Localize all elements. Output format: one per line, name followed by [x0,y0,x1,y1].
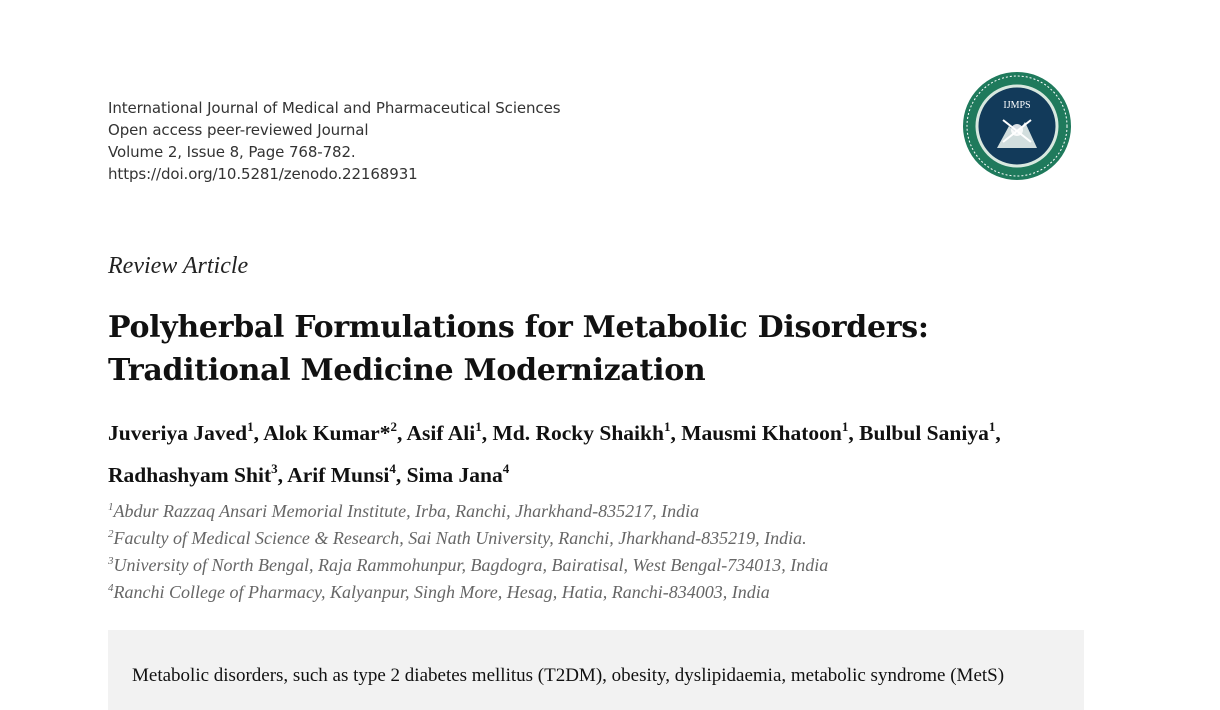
journal-volume: Volume 2, Issue 8, Page 768-782. [108,143,356,161]
journal-info [108,97,560,185]
author-list: Juveriya Javed$^1$, Alok Kumar*$^2$, Asif Ali$^1$, Md. Rocky Shaikh$^1$, Mausmi Khatoon$^1$, Bulbul Saniya$^1$, Radhashyam Shit$^3$, Arif Munsi$^4$, Sima Jana$^4$ [108,419,1001,487]
author[interactable]: Arif Munsi$^4$ [287,461,396,487]
author[interactable]: Alok Kumar*$^2$ [263,419,397,445]
journal-name: International Journal of Medical and Pharmaceutical Sciences [108,99,561,117]
author[interactable]: Juveriya Javed$^1$ [108,419,254,445]
abstract-box [108,630,1084,710]
journal-access: Open access peer-reviewed Journal [108,121,369,139]
author[interactable]: Asif Ali$^1$ [406,419,482,445]
author[interactable]: Radhashyam Shit$^3$ [108,461,278,487]
affiliation: $^1$Abdur Razzaq Ansari Memorial Institute, Irba, Ranchi, Jharkhand-835217, India [108,501,700,521]
affiliation: $^2$Faculty of Medical Science & Research, Sai Nath University, Ranchi, Jharkhand-835219, India. [108,528,807,548]
page-title [108,306,1008,392]
article-type: Review Article [108,253,249,279]
affiliation: $^4$Ranchi College of Pharmacy, Kalyanpur, Singh More, Hesag, Hatia, Ranchi-834003, India [108,582,770,602]
logo-text: IJMPS [1003,100,1031,111]
author[interactable]: Sima Jana$^4$ [406,461,510,487]
abstract-text: Metabolic disorders, such as type 2 diabetes mellitus (T2DM), obesity, dyslipidaemia, metabolic syndrome (MetS) [132,665,1005,686]
journal-logo-seal [961,70,1073,182]
affiliation: $^3$University of North Bengal, Raja Rammohunpur, Bagdogra, Bairatisal, West Bengal-734013, India [108,555,829,575]
affiliations [108,498,828,606]
author[interactable]: Md. Rocky Shaikh$^1$ [492,419,671,445]
author[interactable]: Bulbul Saniya$^1$ [859,419,996,445]
author[interactable]: Mausmi Khatoon$^1$ [681,419,849,445]
title-line-1: Polyherbal Formulations for Metabolic Disorders: [108,310,929,345]
title-line-2: Traditional Medicine Modernization [108,353,706,388]
doi-link[interactable]: https://doi.org/10.5281/zenodo.22168931 [108,165,418,183]
